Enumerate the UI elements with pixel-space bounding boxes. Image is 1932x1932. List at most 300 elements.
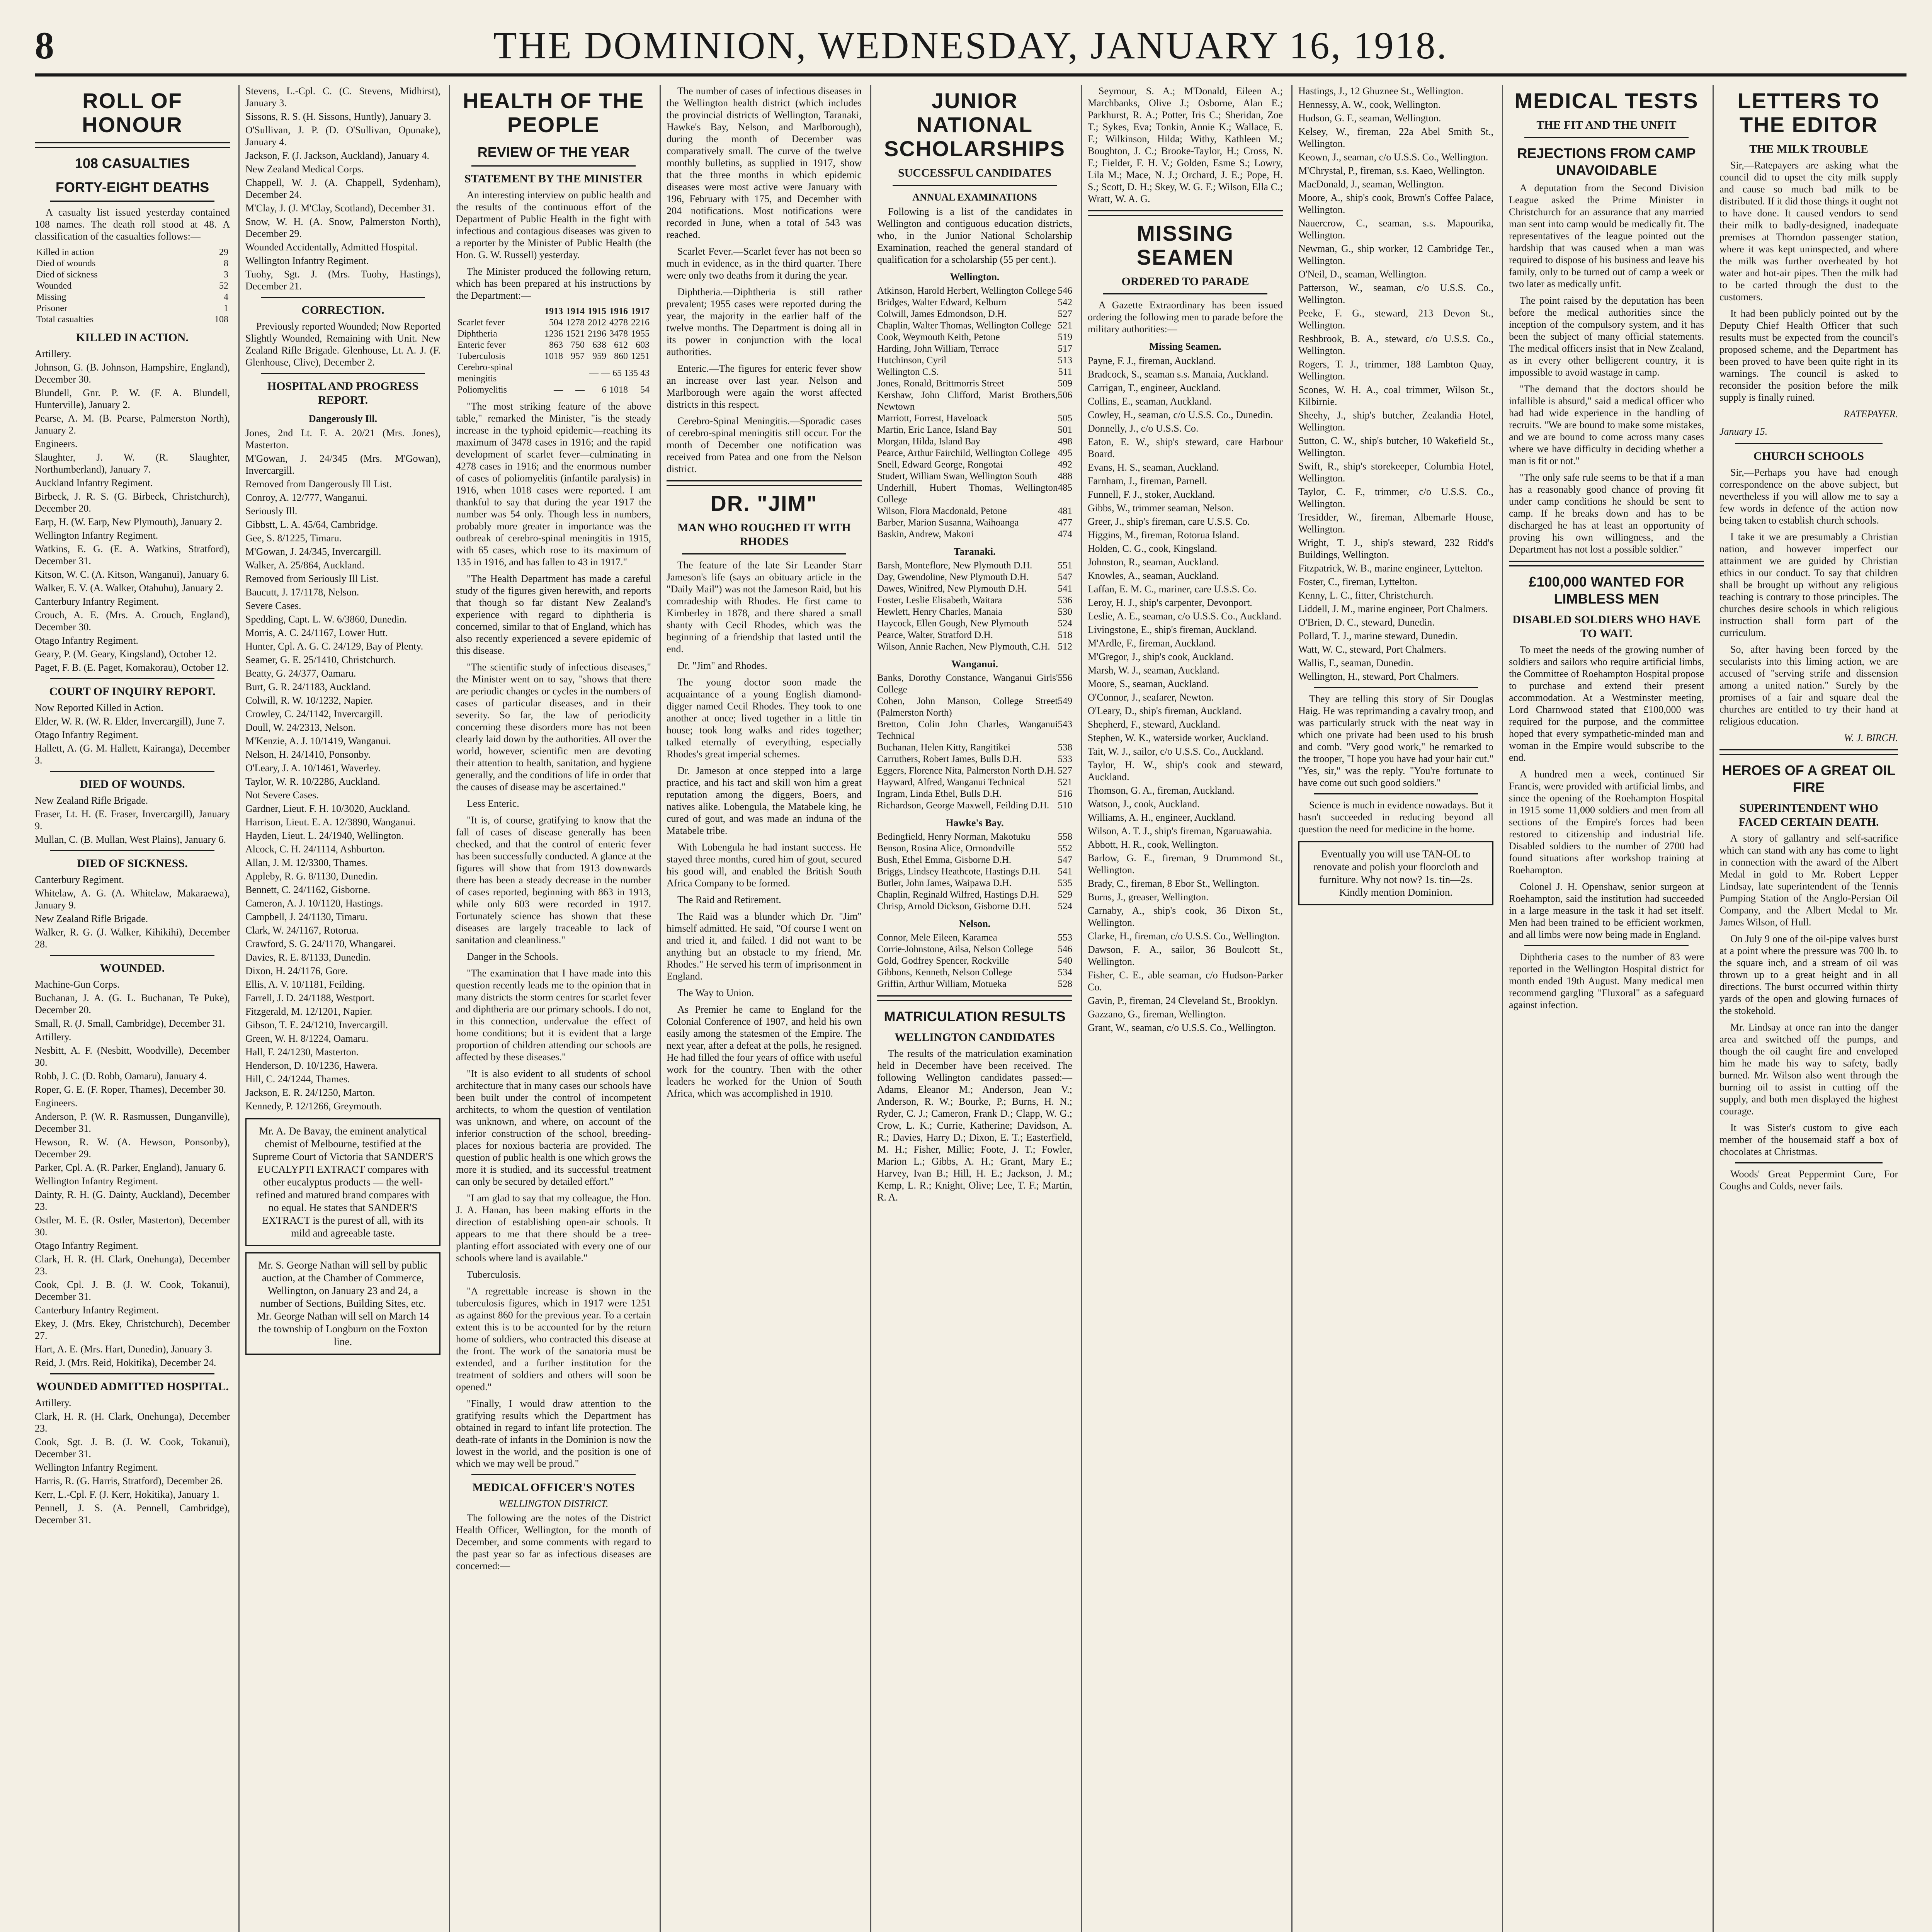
casualty-entry: Now Reported Killed in Action. — [35, 702, 163, 713]
stats-value: 863 — [549, 340, 563, 350]
missing-seaman: Bradcock, S., seaman s.s. Manaia, Auckland. — [1088, 369, 1269, 380]
candidate-score: 549 — [1058, 696, 1072, 706]
divider — [667, 480, 862, 486]
missing-seaman: Carrigan, T., engineer, Auckland. — [1088, 382, 1221, 393]
missing-seaman: O'Neil, D., seaman, Wellington. — [1298, 269, 1427, 280]
hospital-entry: Not Severe Cases. — [245, 789, 319, 801]
hospital-entry: Cameron, A. J. 10/1120, Hastings. — [245, 898, 383, 909]
casualty-intro: A casualty list issued yesterday contained 108 names. The death roll stood at 48. A classification of the casualties follows:— — [35, 207, 230, 242]
divider — [893, 185, 1057, 186]
hospital-entry: Hayden, Lieut. L. 24/1940, Wellington. — [245, 830, 404, 841]
limbless-heading: £100,000 WANTED FOR LIMBLESS MEN — [1529, 574, 1684, 607]
missing-seaman: Watt, W. C., steward, Port Chalmers. — [1298, 644, 1446, 655]
casualty-entry: Wounded Accidentally, Admitted Hospital. — [245, 242, 418, 253]
missing-seaman: Collins, E., seaman, Auckland. — [1088, 396, 1212, 407]
casualty-row — [35, 269, 230, 281]
hospital-entry: Jones, 2nd Lt. F. A. 20/21 (Mrs. Jones), Masterton. — [245, 427, 440, 451]
divider — [471, 1474, 636, 1475]
missing-seaman: Laffan, E. M. C., mariner, care U.S.S. Co. — [1088, 583, 1257, 595]
scholarship-result — [877, 672, 1072, 696]
hospital-heading: WOUNDED ADMITTED HOSPITAL. — [36, 1380, 229, 1393]
candidate-name: Haycock, Ellen Gough, New Plymouth — [877, 618, 1029, 629]
scholarship-result — [877, 285, 1072, 297]
candidate-score: 534 — [1058, 967, 1072, 978]
casualty-entry: Clark, H. R. (H. Clark, Onehunga), December 23. — [35, 1411, 230, 1434]
candidate-score: 517 — [1058, 344, 1072, 354]
stats-label: Enteric fever — [457, 340, 506, 350]
missing-seaman: Watson, J., cook, Auckland. — [1088, 798, 1200, 810]
church-paragraph: Sir,—Perhaps you have had enough correspondence on the above subject, but nevertheless if you will allow me to say a few words in defence of the action now being taken to establish church schools. — [1719, 467, 1898, 526]
casualty-count: 8 — [224, 259, 228, 269]
masthead — [35, 15, 1906, 77]
casualty-entry: Small, R. (J. Small, Cambridge), December 31. — [35, 1018, 225, 1029]
candidate-name: Baskin, Andrew, Makoni — [877, 529, 974, 539]
casualty-entry: Whitelaw, A. G. (A. Whitelaw, Makaraewa), January 9. — [35, 888, 230, 911]
casualty-entry: Artillery. — [35, 348, 71, 359]
missing-seaman: Shepherd, F., steward, Auckland. — [1088, 719, 1221, 730]
health-paragraph: The Minister produced the following return, which has been prepared at his instructions by the Department:— — [456, 266, 651, 301]
candidate-score: 519 — [1058, 332, 1072, 342]
scholarship-result — [877, 378, 1072, 389]
missing-seaman: Eaton, E. W., ship's steward, care Harbour Board. — [1088, 436, 1283, 459]
casualty-entry: M'Clay, J. (J. M'Clay, Scotland), December 31. — [245, 202, 435, 214]
casualty-entry: Reid, J. (Mrs. Reid, Hokitika), December 24. — [35, 1357, 216, 1368]
stats-value: 504 — [549, 318, 563, 328]
candidate-name: Banks, Dorothy Constance, Wanganui Girls' College — [877, 673, 1058, 695]
stats-row — [456, 340, 651, 351]
correction-heading: CORRECTION. — [301, 304, 384, 316]
health-paragraph: "It is also evident to all students of school architecture that in many cases our schools have been built under the control of incompetent architects, to whom the question of ventilation was unknown, and where, on account of the inferior construction of the school, breeding-places for noxious bacteria are provided. The question of public health is one which grows the more it is studied, and its successful treatment can only be secured by detailed effort." — [456, 1068, 651, 1187]
hospital-entry: Colwill, R. W. 10/1232, Napier. — [245, 695, 373, 706]
candidate-score: 498 — [1058, 436, 1072, 447]
missing-intro: A Gazette Extraordinary has been issued ordering the following men to parade before the military authorities:— — [1088, 299, 1283, 335]
candidate-name: Butler, John James, Waipawa D.H. — [877, 878, 1012, 888]
casualty-entry: Buchanan, J. A. (G. L. Buchanan, Te Puke), December 20. — [35, 992, 230, 1015]
missing-seaman: Kelsey, W., fireman, 22a Abel Smith St., Wellington. — [1298, 126, 1493, 149]
casualty-entry: Anderson, P. (W. R. Rasmussen, Dunganville), December 31. — [35, 1111, 230, 1134]
heroes-sub: SUPERINTENDENT WHO FACED CERTAIN DEATH. — [1738, 802, 1879, 828]
columns — [35, 85, 1906, 1932]
hospital-sub: Dangerously Ill. — [308, 413, 378, 424]
divider — [50, 850, 214, 851]
stats-header-cell: 1915 — [588, 306, 606, 316]
jim-sub: MAN WHO ROUGHED IT WITH RHODES — [677, 521, 851, 548]
casualty-entry: Hewson, R. W. (A. Hewson, Ponsonby), December 29. — [35, 1136, 230, 1160]
candidate-name: Briggs, Lindsey Heathcote, Hastings D.H. — [877, 866, 1041, 877]
candidate-name: Day, Gwendoline, New Plymouth D.H. — [877, 572, 1029, 582]
candidate-name: Eggers, Florence Nita, Palmerston North D.H. — [877, 765, 1056, 776]
hospital-entry: Clark, W. 24/1167, Rotorua. — [245, 925, 359, 936]
missing-seaman: Wilson, A. T. J., ship's fireman, Ngaruawahia. — [1088, 825, 1272, 837]
divider — [1314, 793, 1478, 794]
candidate-name: Barsh, Monteflore, New Plymouth D.H. — [877, 560, 1032, 571]
hospital-entry: Green, W. H. 8/1224, Oamaru. — [245, 1033, 369, 1044]
stats-value: 750 — [571, 340, 585, 350]
candidate-name: Martin, Eric Lance, Island Bay — [877, 425, 997, 435]
stats-value: 4278 — [609, 318, 628, 328]
killed-heading: KILLED IN ACTION. — [76, 331, 189, 344]
casualty-row — [35, 303, 230, 314]
candidate-name: Buchanan, Helen Kitty, Rangitikei — [877, 742, 1010, 753]
hospital-entry: O'Leary, J. A. 10/1461, Waverley. — [245, 762, 381, 774]
scholarship-result — [877, 932, 1072, 944]
casualty-entry: Pennell, J. S. (A. Pennell, Cambridge), December 31. — [35, 1502, 230, 1526]
missing-seaman: Hastings, J., 12 Ghuznee St., Wellington. — [1298, 85, 1464, 97]
column-letters — [1719, 85, 1906, 1932]
casualty-entry: Otago Infantry Regiment. — [35, 1240, 138, 1251]
stats-value: 1521 — [566, 329, 585, 339]
nelson-results — [877, 932, 1072, 990]
health-heading: HEALTH OF THE PEOPLE — [463, 88, 645, 137]
medical-sub: THE FIT AND THE UNFIT — [1536, 119, 1677, 131]
missing-seaman: Holden, C. G., cook, Kingsland. — [1088, 543, 1218, 554]
casualty-entry: Engineers. — [35, 438, 78, 449]
missing-seaman: Higgins, M., fireman, Rotorua Island. — [1088, 529, 1240, 541]
missing-seaman: O'Connor, J., seafarer, Newton. — [1088, 692, 1214, 703]
missing-seaman: Burns, J., greaser, Wellington. — [1088, 891, 1209, 903]
heroes-heading: HEROES OF A GREAT OIL FIRE — [1722, 762, 1896, 795]
hospital-entry: Removed from Dangerously Ill List. — [245, 478, 392, 490]
hospital-entry: Campbell, J. 24/1130, Timaru. — [245, 911, 368, 922]
medical-paragraphs — [1509, 182, 1704, 555]
missing-seaman: Fisher, C. E., able seaman, c/o Hudson-Parker Co. — [1088, 969, 1283, 993]
candidate-name: Wilson, Annie Rachen, New Plymouth, C.H. — [877, 641, 1050, 652]
matric-text: The results of the matriculation examination held in December have been received. The following Wellington candidates passed:—Adams, Eleanor M.; Anderson, Jean V.; Anderson, R. W.; Bourke, P.; Burns, H. N.; Ryder, C. J.; Cameron, Frank D.; Clapp, W. G.; Crow, L. K.; Currie, Katherine; Davidson, A. R.; Davies, Harry D.; Dixon, E. T.; Easterfield, M. H.; Fisher, Millie; Foote, J. T.; Fowler, Marion L.; Gibbs, A. H.; Grant, Mary E.; Harvey, Ivan B.; Hill, H. E.; Jackson, J. M.; Kemp, L. R.; Knight, Olive; Lee, T. F.; Martin, R. A. — [877, 1048, 1072, 1203]
candidate-score: 518 — [1058, 630, 1072, 640]
casualty-entry: Wellington Infantry Regiment. — [35, 1462, 158, 1473]
candidate-score: 546 — [1058, 286, 1072, 296]
candidate-name: Carruthers, Robert James, Bulls D.H. — [877, 754, 1022, 764]
letters-heading: LETTERS TO THE EDITOR — [1738, 88, 1880, 137]
candidate-score: 542 — [1058, 297, 1072, 308]
inquiry-list — [35, 702, 230, 766]
stats-row — [456, 362, 651, 384]
casualty-entry: Stevens, L.-Cpl. C. (C. Stevens, Midhirst), January 3. — [245, 85, 440, 109]
casualty-entry: Nesbitt, A. F. (Nesbitt, Woodville), December 30. — [35, 1045, 230, 1068]
candidate-name: Foster, Leslie Elisabeth, Waitara — [877, 595, 1002, 605]
candidate-score: 541 — [1058, 583, 1072, 594]
casualty-entry: Geary, P. (M. Geary, Kingsland), October 12. — [35, 648, 217, 660]
officer-sub: WELLINGTON DISTRICT. — [498, 1498, 609, 1509]
stats-value: 959 — [592, 351, 606, 361]
divider — [877, 995, 1072, 1001]
candidate-name: Wellington C.S. — [877, 367, 939, 377]
candidate-name: Dawes, Winifred, New Plymouth D.H. — [877, 583, 1027, 594]
stats-row — [456, 384, 651, 396]
candidate-name: Bridges, Walter Edward, Kelburn — [877, 297, 1007, 308]
hospital-entry: Taylor, W. R. 10/2286, Auckland. — [245, 776, 380, 787]
health-paragraph: "Finally, I would draw attention to the gratifying results which the Department has obtained in regard to infant life protection. The death-rate of infants in the Dominion is now the lowest in the world, and the position is one of which we may well be proud." — [456, 1398, 651, 1469]
scholarship-result — [877, 447, 1072, 459]
casualty-count: 4 — [224, 292, 228, 302]
casualty-entry: Canterbury Infantry Regiment. — [35, 596, 159, 607]
divider — [50, 771, 214, 772]
hospital-entry: Gibson, T. E. 24/1210, Invercargill. — [245, 1019, 388, 1031]
candidate-name: Atkinson, Harold Herbert, Wellington College — [877, 286, 1056, 296]
casualty-count: 1 — [224, 303, 228, 313]
scholarship-result — [877, 413, 1072, 424]
candidate-score: 529 — [1058, 889, 1072, 900]
missing-seaman: Evans, H. S., seaman, Auckland. — [1088, 462, 1219, 473]
column-health — [456, 85, 661, 1932]
hospital-entry: M'Gowan, J. 24/345, Invercargill. — [245, 546, 381, 557]
scholarship-result — [877, 866, 1072, 878]
hospital-entry: Hunter, Cpl. A. G. C. 24/129, Bay of Plenty. — [245, 641, 423, 652]
missing-seaman: Taylor, H. W., ship's cook and steward, Auckland. — [1088, 759, 1283, 782]
heroes-paragraph: Mr. Lindsay at once ran into the danger area and switched off the pumps, and though the oil caught fire and enveloped him he made his way to safety, badly burned. Mr. Wilson also went through the burning oil to assist in cutting off the supply, and both men displayed the highest courage. — [1719, 1022, 1898, 1117]
missing-seaman: Moore, A., ship's cook, Brown's Coffee Palace, Wellington. — [1298, 192, 1493, 215]
casualty-count: 108 — [214, 315, 228, 325]
hospital-entry: Removed from Seriously Ill List. — [245, 573, 379, 584]
church-letter — [1719, 466, 1898, 727]
missing-seaman: Williams, A. H., engineer, Auckland. — [1088, 812, 1236, 823]
candidate-score: 536 — [1058, 595, 1072, 605]
scholarship-result — [877, 389, 1072, 413]
candidate-score: 546 — [1058, 944, 1072, 954]
candidate-score: 547 — [1058, 855, 1072, 865]
scholarship-result — [877, 831, 1072, 843]
wounded-heading: WOUNDED. — [100, 962, 165, 975]
jim-paragraph: The young doctor soon made the acquaintance of a young English diamond-digger named Cecil Rhodes. They took to one another at once; lived together in a little tin house; took long walks and rides together; talked eternally of everything, especially Rhodes's great imperial schemes. — [667, 677, 862, 760]
candidate-name: Colwill, James Edmondson, D.H. — [877, 309, 1007, 319]
casualty-entry: Slaughter, J. W. (R. Slaughter, Northumberland), January 7. — [35, 452, 230, 475]
scholarship-result — [877, 696, 1072, 719]
divider — [471, 165, 636, 167]
sanders-advert — [245, 1118, 440, 1246]
rejections-heading: REJECTIONS FROM CAMP UNAVOIDABLE — [1517, 145, 1696, 178]
missing-seaman: Sheehy, J., ship's butcher, Zealandia Hotel, Wellington. — [1298, 410, 1493, 433]
missing-continued-list — [1298, 85, 1493, 682]
candidate-name: Hayward, Alfred, Wanganui Technical — [877, 777, 1026, 787]
scholarship-result — [877, 629, 1072, 641]
casualty-entry: Pearse, A. M. (B. Pearse, Palmerston North), January 2. — [35, 413, 230, 436]
casualty-entry: Harris, R. (G. Harris, Stratford), December 26. — [35, 1475, 223, 1486]
health-paragraph: "It is, of course, gratifying to know that the fall of cases of disease generally has been checked, and that the control of enteric fever has been successfully conducted. A glance at the figures will show that from 1913 downwards there has been a steady decrease in the number of cases reported, beginning with 863 in 1913, while only 603 were recorded in 1917. Fortunately science has shown that these diseases are largely traceable to lack of sanitation and cleanliness." — [456, 815, 651, 946]
candidate-score: 530 — [1058, 607, 1072, 617]
jim-paragraph: The Raid was a blunder which Dr. "Jim" himself admitted. He said, "Of course I went on and tried it, and failed. I did not want to be anything but an obstacle to my friend, Mr. Rhodes." He served his term of imprisonment in England. — [667, 911, 862, 982]
missing-seaman: Kenny, L. C., fitter, Christchurch. — [1298, 590, 1434, 601]
missing-seaman: Hudson, G. F., seaman, Wellington. — [1298, 112, 1441, 124]
casualty-entry: Cook, Cpl. J. B. (J. W. Cook, Tokanui), December 31. — [35, 1279, 230, 1302]
missing-seaman: Carnaby, A., ship's cook, 36 Dixon St., Wellington. — [1088, 905, 1283, 928]
candidate-score: 513 — [1058, 355, 1072, 366]
scholarship-result — [877, 719, 1072, 742]
stats-value: 1018 — [609, 385, 628, 395]
missing-seaman: Wright, T. J., ship's steward, 232 Ridd's Buildings, Wellington. — [1298, 537, 1493, 560]
scholarship-result — [877, 944, 1072, 955]
candidate-name: Bretton, Colin John Charles, Wanganui Technical — [877, 719, 1058, 741]
hospital-progress-list — [245, 427, 440, 1112]
casualty-entry: New Zealand Medical Corps. — [245, 163, 364, 175]
jim-heading: DR. "JIM" — [711, 491, 818, 515]
scholarship-result — [877, 878, 1072, 889]
hospital-entry: M'Gowan, J. 24/345 (Mrs. M'Gowan), Invercargill. — [245, 453, 440, 476]
medical-paragraph: A deputation from the Second Division League asked the Prime Minister in Christchurch for an assurance that any married man sent into camp would be medically fit. The representatives of the league pointed out the hardship that was caused when a man was required to dispose of his business and leave his family, only to be turned out of camp a week or two later as medically unfit. — [1509, 182, 1704, 289]
limbless-sub: DISABLED SOLDIERS WHO HAVE TO WAIT. — [1512, 613, 1701, 640]
missing-seaman: Reshbrook, B. A., steward, c/o U.S.S. Co., Wellington. — [1298, 333, 1493, 356]
scholarship-result — [877, 517, 1072, 529]
health-paragraph: "The examination that I have made into this question recently leads me to the opinion that in many districts the storm centres for scarlet fever and diphtheria are our primary schools. I do not, in this connection, undervalue the effect of home conditions; but it is evident that a large proportion of children attending our schools are affected by these diseases." — [456, 968, 651, 1063]
candidate-score: 528 — [1058, 979, 1072, 989]
hospital-entry: Doull, W. 24/2313, Nelson. — [245, 722, 356, 733]
health-paragraph: An interesting interview on public health and the results of the continuous effort of the Department of Public Health in the fight with infectious and contagious diseases was given to a reporter by the Minister of Public Health (the Hon. G. W. Russell) yesterday. — [456, 189, 651, 260]
paper-title: THE DOMINION, WEDNESDAY, JANUARY 16, 1918. — [493, 24, 1448, 67]
milk-date: January 15. — [1719, 426, 1768, 437]
woods-advert: Woods' Great Peppermint Cure, For Coughs and Colds, never fails. — [1719, 1168, 1898, 1192]
hospital-entry: Seriously Ill. — [245, 505, 298, 517]
divider — [50, 955, 214, 956]
candidate-name: Hutchinson, Cyril — [877, 355, 947, 366]
taranaki-results — [877, 560, 1072, 653]
scholarship-result — [877, 560, 1072, 571]
casualty-row — [35, 292, 230, 303]
casualty-entry: Otago Infantry Regiment. — [35, 729, 138, 740]
hospital-entry: Gibbstt, L. A. 45/64, Cambridge. — [245, 519, 378, 530]
divider — [1735, 443, 1883, 444]
casualty-continued-list — [245, 85, 440, 292]
missing-seaman: Livingstone, E., ship's fireman, Auckland. — [1088, 624, 1257, 635]
limbless-paragraph: Colonel J. H. Openshaw, senior surgeon at Roehampton, said the institution had succeeded in a large measure in the task it had set itself. Men had been trained to be efficient workmen, and all limbs were now being made in England. — [1509, 881, 1704, 940]
missing-seaman: Payne, F. J., fireman, Auckland. — [1088, 355, 1216, 366]
stats-value: 603 — [636, 340, 650, 350]
jim-paragraph: With Lobengula he had instant success. He stayed three months, cured him of gout, secured his good will, and enabled the British South Africa Company to be formed. — [667, 842, 862, 889]
scholarship-result — [877, 641, 1072, 653]
scholarship-result — [877, 355, 1072, 366]
scholarship-result — [877, 583, 1072, 595]
casualty-table — [35, 247, 230, 325]
candidate-score: 516 — [1058, 789, 1072, 799]
hospital-entry: Gardner, Lieut. F. H. 10/3020, Auckland. — [245, 803, 410, 814]
casualty-entry: Earp, H. (W. Earp, New Plymouth), January 2. — [35, 516, 222, 527]
medical-paragraph: The point raised by the deputation has been before the medical authorities since the inception of the compulsory system, and it has been the subject of many official statements. The medical officers insist that in New Zealand, as in every other belligerent country, it is impossible to avoid wastage in camp. — [1509, 295, 1704, 378]
candidate-score: 510 — [1058, 800, 1072, 811]
casualty-entry: Ostler, M. E. (R. Ostler, Masterton), December 30. — [35, 1214, 230, 1238]
candidate-name: Cook, Weymouth Keith, Petone — [877, 332, 1000, 342]
candidate-score: 547 — [1058, 572, 1072, 582]
stats-value: 2216 — [631, 318, 650, 328]
missing-seaman: Patterson, W., seaman, c/o U.S.S. Co., Wellington. — [1298, 282, 1493, 305]
candidate-score: 495 — [1058, 448, 1072, 458]
hospital-entry: Crawford, S. G. 24/1170, Whangarei. — [245, 938, 396, 949]
scholarship-result — [877, 777, 1072, 788]
casualty-entry: Engineers. — [35, 1097, 78, 1109]
hospital-progress-heading: HOSPITAL AND PROGRESS REPORT. — [267, 380, 419, 406]
officer-notes — [667, 85, 862, 475]
health-paragraph: "I am glad to say that my colleague, the Hon. J. A. Hanan, has been making efforts in the direction of establishing open-air schools. It appears to me that there should be a tree-planting effort associated with every one of our schools where land is available." — [456, 1192, 651, 1264]
scholarship-result — [877, 901, 1072, 912]
casualty-entry: Kerr, L.-Cpl. F. (J. Kerr, Hokitika), January 1. — [35, 1489, 219, 1500]
science-note: Science is much in evidence nowadays. But it hasn't succeeded in reducing beyond all question the need for medicine in the home. — [1298, 799, 1493, 835]
officer-paragraph: The number of cases of infectious diseases in the Wellington health district (which includes the provincial districts of Wellington, Taranaki, Hawke's Bay, Nelson, and Marlborough), during the month of December was comparatively small. The curve of the twelve monthly bulletins, as supplied in 1917, show that the three months in which epidemic diseases were most active were January with 196, February with 175, and December with 204 notifications. Most notifications were recorded in June, when a total of 543 was reached. — [667, 85, 862, 240]
casualty-label: Died of sickness — [36, 270, 98, 280]
hospital-entry: Davies, R. E. 8/1133, Dunedin. — [245, 952, 371, 963]
died-wounds-heading: DIED OF WOUNDS. — [80, 778, 185, 791]
casualty-entry: Tuohy, Sgt. J. (Mrs. Tuohy, Hastings), December 21. — [245, 269, 440, 292]
casualty-entry: Machine-Gun Corps. — [35, 979, 120, 990]
column-officer-jim — [667, 85, 871, 1932]
casualty-entry: Canterbury Regiment. — [35, 874, 124, 885]
casualty-count: 29 — [219, 247, 228, 257]
column-missing-continued — [1298, 85, 1503, 1932]
candidate-score: 527 — [1058, 765, 1072, 776]
health-paragraph: Less Enteric. — [467, 798, 519, 809]
candidate-name: Richardson, George Maxwell, Feilding D.H. — [877, 800, 1049, 811]
candidate-score: 492 — [1058, 459, 1072, 470]
missing-seaman: Grant, W., seaman, c/o U.S.S. Co., Wellington. — [1088, 1022, 1276, 1033]
scholarship-result — [877, 595, 1072, 606]
stats-value: 1018 — [544, 351, 563, 361]
scholarship-result — [877, 788, 1072, 800]
wanganui-heading: Wanganui. — [951, 658, 998, 670]
hospital-entry: Bennett, C. 24/1162, Gisborne. — [245, 884, 371, 895]
candidate-name: Chaplin, Walter Thomas, Wellington College — [877, 320, 1051, 331]
casualty-label: Prisoner — [36, 303, 67, 313]
missing-list — [1088, 355, 1283, 1034]
candidate-name: Bedingfield, Henry Norman, Makotuku — [877, 832, 1031, 842]
missing-seaman: Gavin, P., fireman, 24 Cleveland St., Brooklyn. — [1088, 995, 1278, 1006]
matric-continued — [1088, 85, 1283, 205]
missing-seaman: Rogers, T. J., trimmer, 188 Lambton Quay, Wellington. — [1298, 359, 1493, 382]
hospital-entry: Allan, J. M. 12/3300, Thames. — [245, 857, 368, 868]
candidate-score: 505 — [1058, 413, 1072, 423]
nelson-heading: Nelson. — [959, 918, 991, 929]
stats-label: Poliomyelitis — [457, 385, 507, 395]
wellington-results — [877, 285, 1072, 540]
casualty-label: Total casualties — [36, 315, 94, 325]
officer-paragraph: Enteric.—The figures for enteric fever show an increase over last year. Nelson and Marlborough were again the worst affected districts in this respect. — [667, 363, 862, 410]
casualty-entry: Robb, J. C. (D. Robb, Oamaru), January 4. — [35, 1070, 207, 1082]
casualty-entry: Dainty, R. H. (G. Dainty, Auckland), December 23. — [35, 1189, 230, 1212]
correction-text: Previously reported Wounded; Now Reported Slightly Wounded, Remaining with Unit. New Zealand Rifle Brigade. Glenhouse, Lt. A. J. (F. Glenhouse, Clive), December 2. — [245, 321, 440, 368]
medical-paragraph: "The only safe rule seems to be that if a man has a reasonably good chance of proving fit under camp conditions he should be sent to camp. If he breaks down and has to be discharged he has at least an opportunity of proving his own willingness, and the Department has not lost a possible soldier." — [1509, 472, 1704, 555]
missing-seaman: Donnelly, J., c/o U.S.S. Co. — [1088, 423, 1199, 434]
limbless-paragraph: A hundred men a week, continued Sir Francis, were provided with artificial limbs, and since the opening of the Roehampton Hospital in 1915 some 11,000 soldiers and men from all sections of the Empire's forces had been restored to citizenship and industrial life. Disabled soldiers to the number of 2700 had found situations after workshop training at Roehampton. — [1509, 769, 1704, 876]
health-paragraphs-a — [456, 189, 651, 301]
scholarship-result — [877, 753, 1072, 765]
officer-heading: MEDICAL OFFICER'S NOTES — [472, 1481, 635, 1494]
casualty-label: Killed in action — [36, 247, 94, 257]
stats-row — [456, 317, 651, 328]
candidate-score: 521 — [1058, 320, 1072, 331]
hospital-list — [35, 1397, 230, 1526]
hospital-entry: Alcock, C. H. 24/1114, Ashburton. — [245, 844, 385, 855]
missing-seaman: Barlow, G. E., fireman, 9 Drummond St., Wellington. — [1088, 852, 1283, 876]
candidate-name: Corrie-Johnstone, Ailsa, Nelson College — [877, 944, 1033, 954]
officer-paragraph: Cerebro-Spinal Meningitis.—Sporadic cases of cerebro-spinal meningitis still occur. For the month of December one notification was received from Patea and one from the Nelson district. — [667, 415, 862, 474]
candidate-score: 481 — [1058, 506, 1072, 516]
missing-seaman: Funnell, F. J., stoker, Auckland. — [1088, 489, 1215, 500]
missing-seaman: M'Ardle, F., fireman, Auckland. — [1088, 638, 1216, 649]
heroes-article — [1719, 832, 1898, 1158]
scholarship-result — [877, 343, 1072, 355]
medical-paragraph: "The demand that the doctors should be infallible is absurd," said a medical officer who had had wide experience in the handling of recruits. "We are bound to make some mistakes, and we are bound to come across many cases where we have difficulty in deciding whether a man is fit or not." — [1509, 383, 1704, 466]
limbless-paragraph: To meet the needs of the growing number of soldiers and sailors who require artificial limbs, the Committee of Roehampton Hospital propose to purchase and extend their present accommodation. At a Westminster meeting, Lord Charnwood stated that £100,000 was required for the purpose, and the committee hoped that every sympathetic-minded man and woman in the Empire would subscribe to the end. — [1509, 644, 1704, 763]
missing-seaman: Liddell, J. M., marine engineer, Port Chalmers. — [1298, 603, 1488, 614]
casualty-entry: Canterbury Infantry Regiment. — [35, 1304, 159, 1316]
missing-seaman: O'Leary, D., ship's fireman, Auckland. — [1088, 705, 1242, 716]
casualty-entry: Johnson, G. (B. Johnson, Hampshire, England), December 30. — [35, 362, 230, 385]
column-casualty-continued — [245, 85, 450, 1932]
scholarship-result — [877, 297, 1072, 308]
candidate-score: 506 — [1058, 390, 1072, 400]
died-wounds-list — [35, 794, 230, 845]
hospital-entry: Baucutt, J. 17/1178, Nelson. — [245, 587, 359, 598]
hospital-entry: Kennedy, P. 12/1266, Greymouth. — [245, 1100, 382, 1112]
hospital-entry: Fitzgerald, M. 12/1201, Napier. — [245, 1006, 372, 1017]
casualty-entry: Paget, F. B. (E. Paget, Komakorau), October 12. — [35, 662, 229, 673]
stats-row — [456, 328, 651, 340]
nathan-notice — [245, 1252, 440, 1355]
